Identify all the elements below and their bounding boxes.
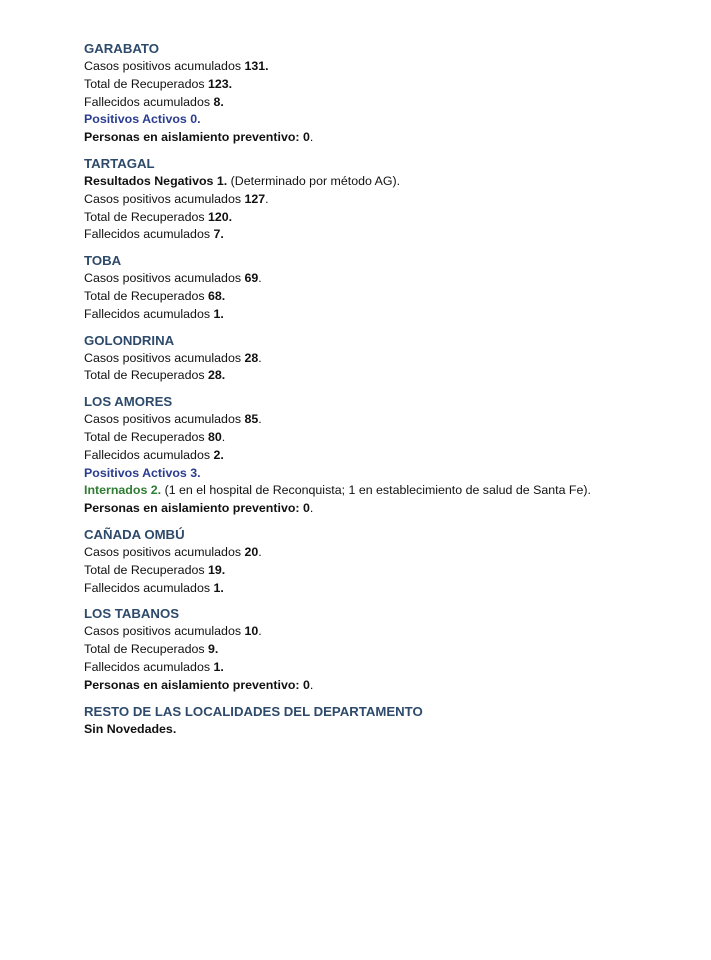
stat-value: Positivos Activos 0.: [84, 112, 201, 127]
stat-suffix: .: [221, 429, 226, 444]
locality-heading: LOS AMORES: [84, 394, 173, 410]
stat-value: 10: [244, 624, 259, 639]
stat-suffix: (Determinado por método AG).: [227, 173, 401, 188]
stat-line: [84, 350, 694, 368]
stat-line: [84, 411, 694, 429]
stat-line: [84, 677, 694, 695]
stat-line: [84, 306, 694, 324]
locality-section: [84, 40, 694, 147]
stat-label: Total de Recuperados: [84, 562, 208, 577]
stat-value: 28.: [207, 368, 226, 383]
stat-value: 127: [244, 191, 266, 206]
stat-line: [84, 191, 694, 209]
stat-label: Fallecidos acumulados: [84, 447, 214, 462]
stat-value: 9.: [207, 642, 219, 657]
stat-label: Casos positivos acumulados: [84, 271, 245, 286]
stat-line: [84, 482, 694, 500]
stat-value: 28: [244, 350, 259, 365]
stat-value: Personas en aislamiento preventivo: 0: [84, 677, 310, 692]
stat-label: Fallecidos acumulados: [84, 306, 214, 321]
stat-line: [84, 111, 694, 129]
stat-line: [84, 226, 694, 244]
stat-line: [84, 562, 694, 580]
stat-value: Sin Novedades.: [84, 721, 177, 736]
stat-value: 68.: [207, 288, 226, 303]
stat-label: Casos positivos acumulados: [84, 350, 245, 365]
stat-value: 120.: [207, 209, 233, 224]
locality-section: [84, 332, 694, 386]
stat-line: [84, 623, 694, 641]
locality-heading: RESTO DE LAS LOCALIDADES DEL DEPARTAMENTO: [84, 703, 423, 719]
stat-line: [84, 544, 694, 562]
stat-value: Personas en aislamiento preventivo: 0: [84, 130, 310, 145]
stat-line: [84, 288, 694, 306]
stat-suffix: .: [265, 191, 269, 206]
stat-line: [84, 173, 694, 191]
stat-label: Total de Recuperados: [84, 429, 208, 444]
stat-value: 20: [244, 544, 259, 559]
stat-value: 1.: [213, 306, 224, 321]
stat-line: [84, 94, 694, 112]
stat-line: [84, 580, 694, 598]
stat-suffix: .: [258, 544, 262, 559]
locality-heading: GOLONDRINA: [84, 332, 175, 348]
stat-label: Fallecidos acumulados: [84, 94, 214, 109]
stat-line: [84, 76, 694, 94]
stat-label: Fallecidos acumulados: [84, 659, 214, 674]
stat-label: Casos positivos acumulados: [84, 412, 245, 427]
stat-label: Total de Recuperados: [84, 368, 208, 383]
stat-label: Fallecidos acumulados: [84, 580, 214, 595]
stat-value: 19.: [207, 562, 226, 577]
document-page: [84, 40, 694, 746]
stat-line: [84, 270, 694, 288]
stat-label: Total de Recuperados: [84, 288, 208, 303]
stat-line: [84, 367, 694, 385]
stat-suffix: .: [258, 271, 262, 286]
stat-suffix: .: [258, 624, 262, 639]
stat-value: 2.: [213, 447, 224, 462]
stat-suffix: .: [309, 130, 314, 145]
stat-line: [84, 209, 694, 227]
stat-value: Positivos Activos 3.: [84, 465, 201, 480]
stat-label: Casos positivos acumulados: [84, 624, 245, 639]
stat-value: 8.: [213, 94, 224, 109]
locality-heading: LOS TABANOS: [84, 606, 179, 622]
locality-section: [84, 703, 694, 739]
stat-suffix: .: [309, 501, 314, 516]
stat-value: Resultados Negativos 1.: [84, 173, 228, 188]
locality-section: [84, 605, 694, 694]
stat-value: 80: [207, 429, 222, 444]
stat-value: 1.: [213, 659, 224, 674]
stat-value: 69: [244, 271, 259, 286]
stat-suffix: (1 en el hospital de Reconquista; 1 en establecimiento de salud de Santa Fe).: [161, 483, 591, 498]
locality-heading: TARTAGAL: [84, 155, 155, 171]
stat-value: 85: [244, 412, 259, 427]
stat-line: [84, 429, 694, 447]
stat-value: Internados 2.: [84, 483, 162, 498]
stat-label: Total de Recuperados: [84, 209, 208, 224]
locality-section: [84, 252, 694, 323]
stat-label: Fallecidos acumulados: [84, 227, 214, 242]
stat-line: [84, 641, 694, 659]
stat-suffix: .: [258, 350, 262, 365]
stat-label: Total de Recuperados: [84, 642, 208, 657]
stat-line: [84, 465, 694, 483]
stat-line: [84, 659, 694, 677]
locality-section: [84, 155, 694, 244]
stat-label: Casos positivos acumulados: [84, 544, 245, 559]
locality-heading: TOBA: [84, 253, 122, 269]
locality-section: [84, 393, 694, 518]
stat-suffix: .: [258, 412, 262, 427]
stat-value: 123.: [207, 76, 233, 91]
stat-line: [84, 58, 694, 76]
stat-label: Casos positivos acumulados: [84, 59, 245, 73]
stat-value: 1.: [213, 580, 224, 595]
stat-line: [84, 721, 694, 739]
locality-heading: GARABATO: [84, 41, 159, 56]
stat-suffix: .: [309, 677, 314, 692]
locality-heading: CAÑADA OMBÚ: [84, 526, 185, 542]
stat-label: Casos positivos acumulados: [84, 191, 245, 206]
stat-line: [84, 500, 694, 518]
stat-value: Personas en aislamiento preventivo: 0: [84, 501, 310, 516]
stat-value: 7.: [213, 227, 224, 242]
stat-line: [84, 129, 694, 147]
stat-value: 131.: [244, 59, 269, 73]
locality-section: [84, 526, 694, 597]
stat-line: [84, 447, 694, 465]
stat-label: Total de Recuperados: [84, 76, 208, 91]
